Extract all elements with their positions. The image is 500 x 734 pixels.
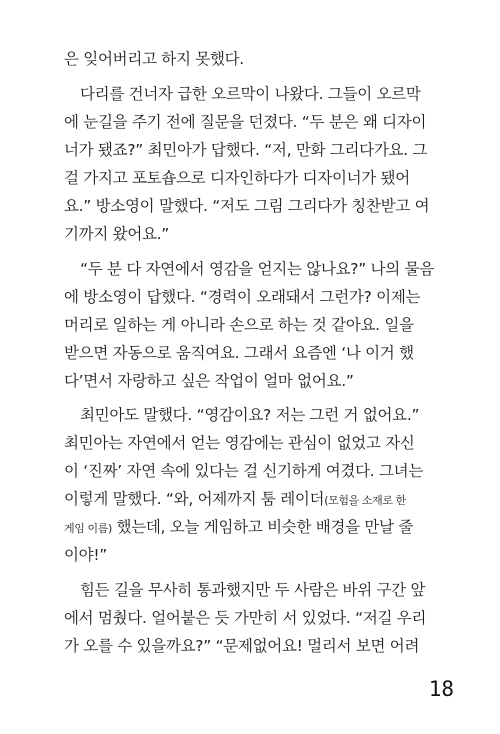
footnote-inline-cont: 게임 이름) [64, 522, 112, 535]
text-line-21: 가 오를 수 있을까요?” “문제없어요! 멀리서 보면 어려 [64, 637, 420, 655]
text-line-7: 기까지 왔어요.” [64, 225, 170, 243]
text-line-15: 이 ‘진짜’ 자연 속에 있다는 걸 신기하게 여겼다. 그녀는 [64, 462, 424, 480]
text-line-18: 이야!” [64, 546, 107, 564]
text-line-14: 최민아는 자연에서 얻는 영감에는 관심이 없었고 자신 [64, 434, 415, 452]
text-line-2: 다리를 건너자 급한 오르막이 나왔다. 그들이 오르막 [80, 85, 421, 103]
text-line-6: 요.” 방소영이 말했다. “저도 그림 그리다가 칭찬받고 여 [64, 197, 430, 215]
text-line-20: 에서 멈췄다. 얼어붙은 듯 가만히 서 있었다. “저길 우리 [64, 609, 427, 627]
text-line-16-main: 이렇게 말했다. “와, 어제까지 툼 레이더 [64, 490, 325, 508]
text-line-19: 힘든 길을 무사히 통과했지만 두 사람은 바위 구간 앞 [80, 581, 426, 599]
text-line-5: 걸 가지고 포토숍으로 디자인하다가 디자이너가 됐어 [64, 169, 410, 187]
footnote-inline: (모험을 소재로 한 [324, 494, 406, 507]
text-line-4: 너가 됐죠?” 최민아가 답했다. “저, 만화 그리다가요. 그 [64, 141, 428, 159]
text-line-11: 받으면 자동으로 움직여요. 그래서 요즘엔 ‘나 이거 했 [64, 344, 414, 362]
text-line-1: 은 잊어버리고 하지 못했다. [64, 50, 244, 68]
text-line-8: “두 분 다 자연에서 영감을 얻지는 않나요?” 나의 물음 [80, 260, 434, 278]
text-line-13: 최민아도 말했다. “영감이요? 저는 그런 거 없어요.” [80, 406, 420, 424]
text-line-17 [64, 520, 413, 536]
text-line-12: 다’면서 자랑하고 싶은 작업이 얼마 없어요.” [64, 372, 354, 390]
page-number: 18 [428, 677, 454, 701]
text-line-10: 머리로 일하는 게 아니라 손으로 하는 것 같아요. 일을 [64, 316, 414, 334]
text-line-9: 에 방소영이 답했다. “경력이 오래돼서 그런가? 이제는 [64, 288, 421, 306]
text-line-16 [64, 492, 406, 508]
text-line-3: 에 눈길을 주기 전에 질문을 던졌다. “두 분은 왜 디자이 [64, 113, 427, 131]
text-line-17-main: 했는데, 오늘 게임하고 비슷한 배경을 만날 줄 [111, 518, 414, 536]
